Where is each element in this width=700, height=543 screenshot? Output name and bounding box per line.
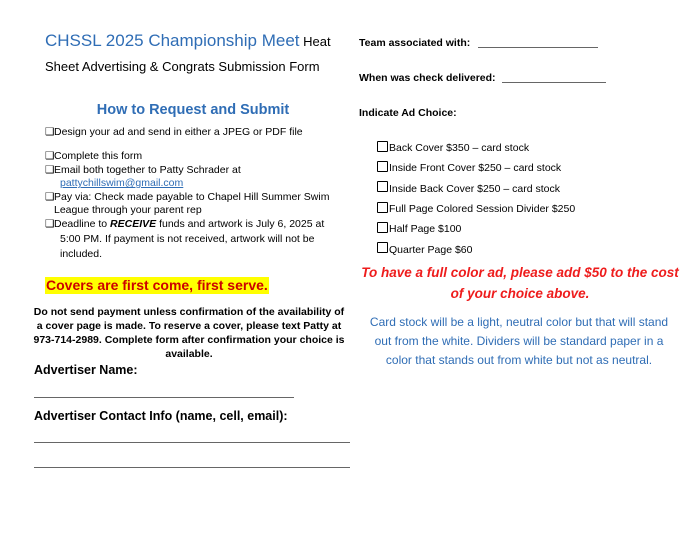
- team-label: Team associated with:: [359, 37, 471, 49]
- card-stock-note: Card stock will be a light, neutral color but that will stand out from the white. Dividers will be standard paper in a color that stands out from white but not as neutral.: [369, 315, 669, 367]
- step-text: Email both together to Patty Schrader at: [54, 163, 241, 176]
- choice-session-divider[interactable]: [377, 199, 575, 219]
- checkbox-bullet-icon: ❑: [45, 218, 55, 231]
- choice-label: Inside Front Cover $250 – card stock: [389, 162, 562, 175]
- checkbox-icon[interactable]: [377, 161, 388, 172]
- choice-inside-back-cover[interactable]: [377, 179, 575, 199]
- advertiser-contact-line-1[interactable]: [34, 442, 350, 443]
- checkbox-icon[interactable]: [377, 202, 388, 213]
- covers-notice: Covers are first come, first serve.: [46, 277, 268, 293]
- choice-label: Full Page Colored Session Divider $250: [389, 203, 576, 216]
- step-text: Design your ad and send in either a JPEG or PDF file: [54, 126, 303, 138]
- checkbox-icon[interactable]: [377, 141, 388, 152]
- checkbox-icon[interactable]: [377, 242, 388, 253]
- choice-back-cover[interactable]: [377, 138, 575, 158]
- advertiser-name-line[interactable]: [34, 397, 294, 398]
- title-form-name: Heat Sheet Advertising & Congrats Submission Form: [45, 34, 331, 74]
- step-text-post: funds and artwork is July 6, 2025 at: [156, 218, 325, 231]
- choice-half-page[interactable]: [377, 219, 575, 239]
- checkbox-bullet-icon: ❑: [45, 190, 55, 203]
- checkbox-bullet-icon: ❑: [45, 126, 55, 138]
- ad-choices: [377, 138, 575, 260]
- step-design: [45, 126, 345, 139]
- title-meet-name: CHSSL 2025 Championship Meet: [45, 31, 300, 50]
- checkbox-bullet-icon: ❑: [45, 150, 55, 163]
- step-text: Pay via: Check made payable to Chapel Hill Summer Swim League through your parent rep: [54, 190, 330, 217]
- checkbox-icon[interactable]: [377, 222, 388, 233]
- step-deadline: [45, 217, 345, 261]
- how-to-heading: How to Request and Submit: [96, 102, 290, 118]
- payment-notice: Do not send payment unless confirmation of the availability of a cover page is made. To reserve a cover, please text Patty at 973-714-2989. Complete form after confirmation your choice is available.: [33, 306, 345, 360]
- team-line[interactable]: [478, 47, 598, 48]
- choice-label: Back Cover $350 – card stock: [389, 142, 530, 155]
- full-color-note: To have a full color ad, please add $50 to the cost of your choice above.: [361, 265, 679, 301]
- advertiser-contact-line-2[interactable]: [34, 467, 350, 468]
- email-link[interactable]: pattychillswim@gmail.com: [60, 177, 184, 190]
- step-text-pre: Deadline to: [54, 218, 111, 231]
- step-email: [45, 164, 345, 191]
- choice-label: Inside Back Cover $250 – card stock: [389, 182, 561, 195]
- choice-label: Quarter Page $60: [389, 243, 473, 256]
- step-complete-form: [45, 150, 345, 163]
- form-title: [45, 28, 345, 79]
- checkbox-icon[interactable]: [377, 181, 388, 192]
- step-text: Complete this form: [54, 150, 143, 163]
- choice-quarter-page[interactable]: [377, 239, 575, 259]
- step-text-continued: 5:00 PM. If payment is not received, artwork will not be included.: [60, 233, 315, 260]
- checkbox-bullet-icon: ❑: [45, 163, 55, 176]
- check-line[interactable]: [502, 82, 606, 83]
- choice-label: Half Page $100: [389, 223, 462, 236]
- step-pay: [45, 191, 345, 218]
- check-label: When was check delivered:: [359, 72, 496, 84]
- choice-inside-front-cover[interactable]: [377, 158, 575, 178]
- step-text-emphasis: RECEIVE: [110, 218, 157, 231]
- ad-choice-label: Indicate Ad Choice:: [359, 107, 457, 119]
- advertiser-contact-label: Advertiser Contact Info (name, cell, email):: [34, 409, 288, 423]
- advertiser-name-label: Advertiser Name:: [34, 363, 138, 377]
- steps-list: [45, 126, 345, 261]
